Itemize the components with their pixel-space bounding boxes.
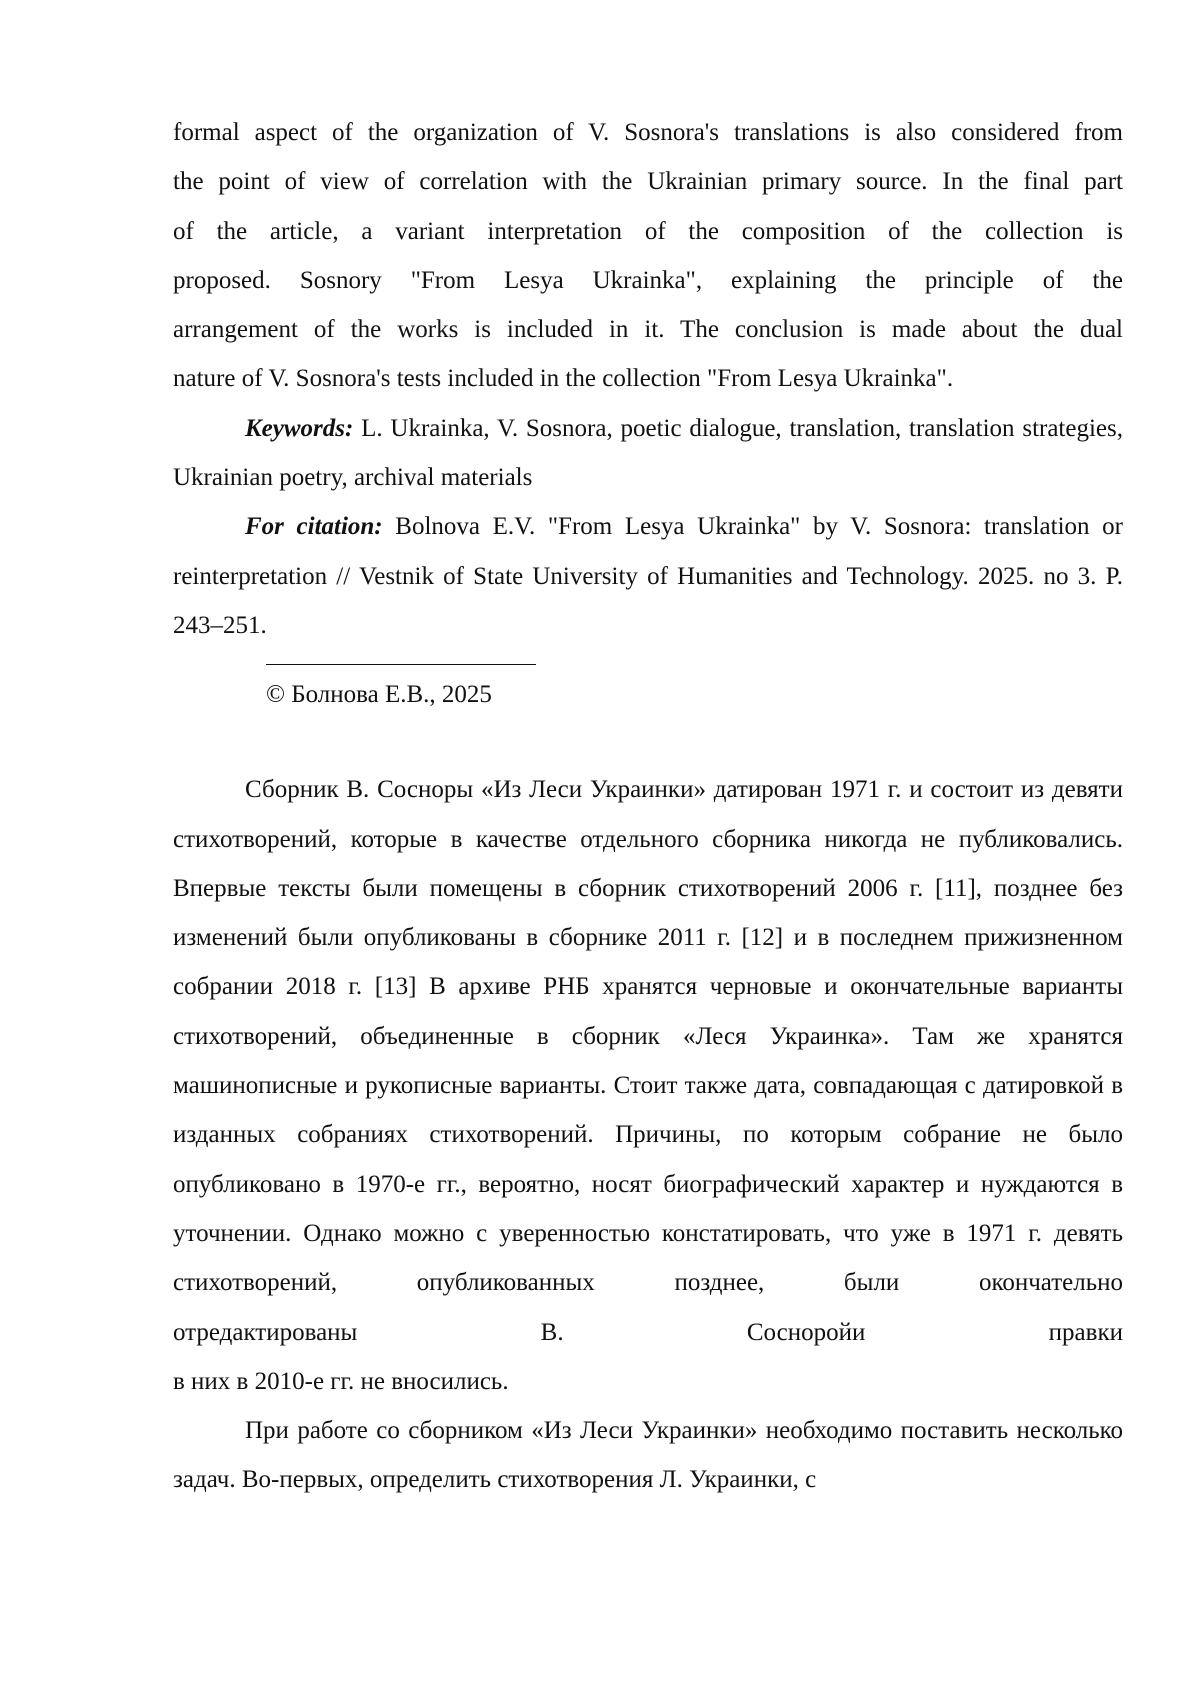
citation-paragraph	[173, 502, 1123, 650]
abstract-line: nature of V. Sosnora's tests included in the collection "From Lesya Ukrainka".	[173, 365, 954, 393]
abstract-line: of the article, a variant interpretation of the composition of the collection is	[173, 217, 1123, 245]
body-paragraph-1-tail: в них в 2010-е гг. не вносились.	[173, 1367, 509, 1395]
copyright-note: © Болнова Е.В., 2025	[266, 681, 492, 709]
footnote-divider	[266, 664, 536, 665]
section-gap	[173, 719, 1123, 765]
abstract-line: the point of view of correlation with the Ukrainian primary source. In the final part	[173, 168, 1123, 196]
document-page	[173, 108, 1123, 1505]
keywords-text: L. Ukrainka, V. Sosnora, poetic dialogue, translation, translation strategies, Ukrainian poetry, archival materials	[173, 414, 1123, 492]
keywords-label: Keywords:	[245, 414, 354, 442]
body-paragraph-1: Сборник В. Сосноры «Из Леси Украинки» датирован 1971 г. и состоит из девяти стихотворений, которые в качестве отдельного сборника никогда не публиковались. Впервые тексты были помещены в сборник стихотворений 2006 г. [11], позднее без изменений были опубликованы в сборнике 2011 г. [12] и в последнем прижизненном собрании 2018 г. [13] В архиве РНБ хранятся черновые и окончательные варианты стихотворений, объединенные в сборник «Леся Украинка». Там же хранятся машинописные и рукописные варианты. Стоит также дата, совпадающая с датировкой в изданных собраниях стихотворений. Причины, по которым собрание не было опубликовано в 1970-е гг., вероятно, носят биографический характер и нуждаются в уточнении. Однако можно с уверенностью констатировать, что уже в 1971 г. девять стихотворений, опубликованных позднее, были окончательно	[173, 776, 1123, 1297]
keywords-paragraph	[173, 404, 1123, 503]
body-paragraph-2: При работе со сборником «Из Леси Украинки» необходимо поставить несколько задач. Во-первых, определить стихотворения Л. Украинки, с	[173, 1417, 1123, 1494]
body-paragraph-1-stretched-line: отредактированы В. Сосноройи правки	[173, 1318, 1123, 1346]
abstract-line: proposed. Sosnory "From Lesya Ukrainka", explaining the principle of the	[173, 266, 1123, 294]
citation-label: For citation:	[245, 513, 383, 541]
citation-text: Bolnova E.V. "From Lesya Ukrainka" by V. Sosnora: translation or reinterpretation // Vestnik of State University of Humanities and Technology. 2025. no 3. P. 243–251.	[173, 513, 1123, 639]
abstract-line: arrangement of the works is included in it. The conclusion is made about the dual	[173, 316, 1123, 344]
abstract-line: formal aspect of the organization of V. Sosnora's translations is also considered from	[173, 119, 1123, 146]
